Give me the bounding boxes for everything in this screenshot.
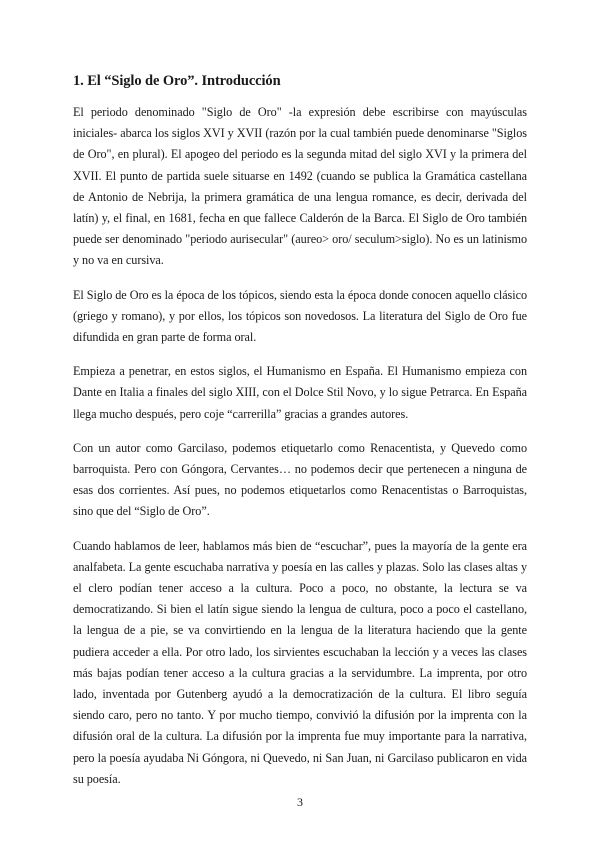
body-text bbox=[73, 102, 527, 803]
page-number: 3 bbox=[297, 795, 303, 809]
paragraph-topicos: El Siglo de Oro es la época de los tópicos, siendo esta la época donde conocen aquello clásico (griego y romano), y por ellos, los tópicos son novedosos. La literatura del Siglo de Oro fue difundida en gran parte de forma oral. bbox=[73, 287, 527, 345]
paragraph-humanismo: Empieza a penetrar, en estos siglos, el Humanismo en España. El Humanismo empieza con Dante en Italia a finales del siglo XIII, con el Dolce Stil Novo, y lo sigue Petrarca. En España llega mucho después, pero coje “carrerilla” gracias a grandes autores. bbox=[73, 364, 527, 421]
paragraph-lectura-cultura: Cuando hablamos de leer, hablamos más bien de “escuchar”, pues la mayoría de la gente era analfabeta. La gente escuchaba narrativa y poesía en las calles y plazas. Solo las clases altas y el clero podían tener acceso a la cultura. Poco a poco, no obstante, la lectura se va democratizando. Si bien el latín sigue siendo la lengua de cultura, poco a poco el castellano, la lengua de a pie, se va convirtiendo en la lengua de la literatura haciendo que la gente pudiera acceder a ella. Por otro lado, los sirvientes escuchaban la lección y a veces las clases más bajas podían tener acceso a la cultura gracias a la servidumbre. La imprenta, por otro lado, inventada por Gutenberg ayudó a la democratización de la cultura. El libro seguía siendo caro, pero no tanto. Y por mucho tiempo, convivió la difusión por la imprenta con la difusión oral de la cultura. La difusión por la imprenta fue muy importante para la narrativa, pero la poesía ayudaba Ni Góngora, ni Quevedo, ni San Juan, ni Garcilaso publicaron en vida su poesía. bbox=[73, 538, 527, 786]
paragraph-autores: Con un autor como Garcilaso, podemos etiquetarlo como Renacentista, y Quevedo como barroquista. Pero con Góngora, Cervantes… no podemos decir que pertenecen a ninguna de esas dos corrientes. Así pues, no podemos etiquetarlos como Renacentistas o Barroquistas, sino que del “Siglo de Oro”. bbox=[73, 440, 527, 519]
paragraph-siglo-de-oro-definition: El periodo denominado "Siglo de Oro" -la expresión debe escribirse con mayúsculas iniciales- abarca los siglos XVI y XVII (razón por la cual también puede denominarse "Siglos de Oro", en plural). El apogeo del periodo es la segunda mitad del siglo XVI y la primera del XVII. El punto de partida suele situarse en 1492 (cuando se publica la Gramática castellana de Antonio de Nebrija, la primera gramática de una lengua romance, es decir, derivada del latín) y, el final, en 1681, fecha en que fallece Calderón de la Barca. El Siglo de Oro también puede ser denominado "periodo aurisecular" (aureo> oro/ seculum>siglo). No es un latinismo y no va en cursiva. bbox=[73, 105, 527, 268]
section-heading: 1. El “Siglo de Oro”. Introducción bbox=[73, 73, 281, 89]
